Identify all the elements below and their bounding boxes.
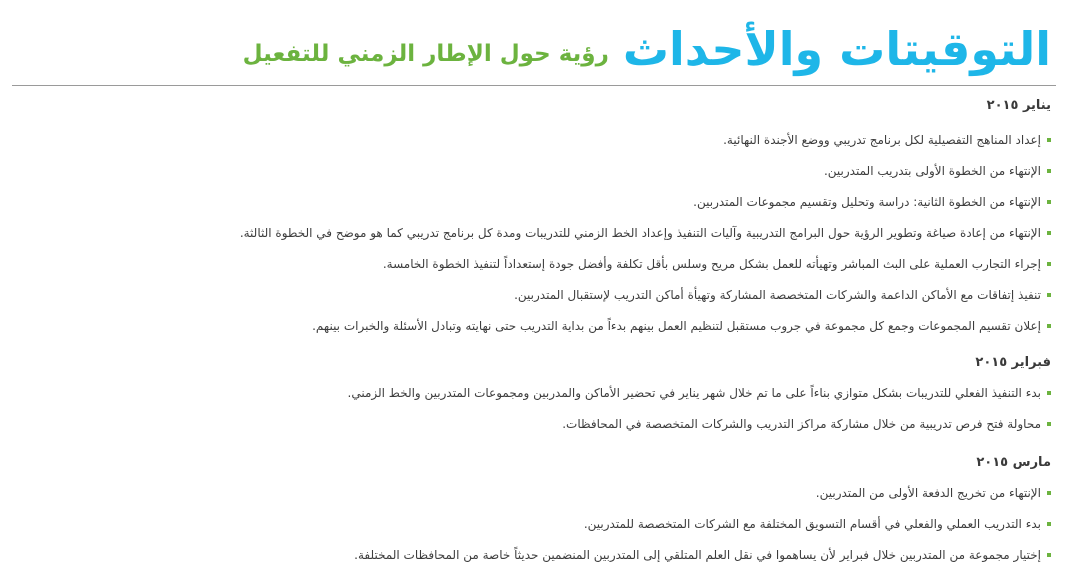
section-heading-february: فبراير ٢٠١٥	[975, 355, 1051, 370]
list-item: الإنتهاء من تخريج الدفعة الأولى من المتدربين.	[18, 478, 1051, 509]
list-item: الإنتهاء من الخطوة الأولى بتدريب المتدربين.	[18, 156, 1051, 187]
list-item: إختيار مجموعة من المتدربين خلال فبراير لأن يساهموا في نقل العلم المتلقي إلى المتدربين المنضمين حديثاً خاصة من المحافظات المختلفة.	[18, 540, 1051, 565]
list-item: بدء التدريب العملي والفعلي في أقسام التسويق المختلفة مع الشركات المتخصصة للمتدربين.	[18, 509, 1051, 540]
page-header	[18, 0, 1051, 78]
section-heading-january: يناير ٢٠١٥	[986, 98, 1051, 113]
january-items-list	[18, 125, 1051, 342]
list-item: إعلان تقسيم المجموعات وجمع كل مجموعة في جروب مستقبل لتنظيم العمل بينهم بدءاً من بداية التدريب حتى نهايته وتبادل الأسئلة والخبرات بينهم.	[18, 311, 1051, 342]
list-item: محاولة فتح فرص تدريبية من خلال مشاركة مراكز التدريب والشركات المتخصصة في المحافظات.	[18, 409, 1051, 440]
march-items-list	[18, 478, 1051, 565]
timeline-content	[18, 86, 1051, 565]
list-item: بدء التنفيذ الفعلي للتدريبات بشكل متوازي بناءاً على ما تم خلال شهر يناير في تحضير الأماكن والمدربين ومجموعات المتدربين والخط الزمني.	[18, 378, 1051, 409]
page-title: التوقيتات والأحداث	[622, 22, 1051, 76]
february-items-list	[18, 378, 1051, 440]
list-item: تنفيذ إتفاقات مع الأماكن الداعمة والشركات المتخصصة المشاركة وتهيأة أماكن التدريب لإستقبال المتدربين.	[18, 280, 1051, 311]
list-item: الإنتهاء من الخطوة الثانية: دراسة وتحليل وتقسيم مجموعات المتدربين.	[18, 187, 1051, 218]
list-item: إجراء التجارب العملية على البث المباشر وتهيأته للعمل بشكل مريح وسلس بأقل تكلفة وأفضل جودة إستعداداً لتنفيذ الخطوة الخامسة.	[18, 249, 1051, 280]
list-item: إعداد المناهج التفصيلية لكل برنامج تدريبي ووضع الأجندة النهائية.	[18, 125, 1051, 156]
page-subtitle: رؤية حول الإطار الزمني للتفعيل	[242, 41, 609, 67]
section-heading-march: مارس ٢٠١٥	[976, 455, 1051, 470]
list-item: الإنتهاء من إعادة صياغة وتطوير الرؤية حول البرامج التدريبية وآليات التنفيذ وإعداد الخط الزمني للتدريبات ومدة كل برنامج تدريبي كما هو موضح في الخطوة الثالثة.	[18, 218, 1051, 249]
